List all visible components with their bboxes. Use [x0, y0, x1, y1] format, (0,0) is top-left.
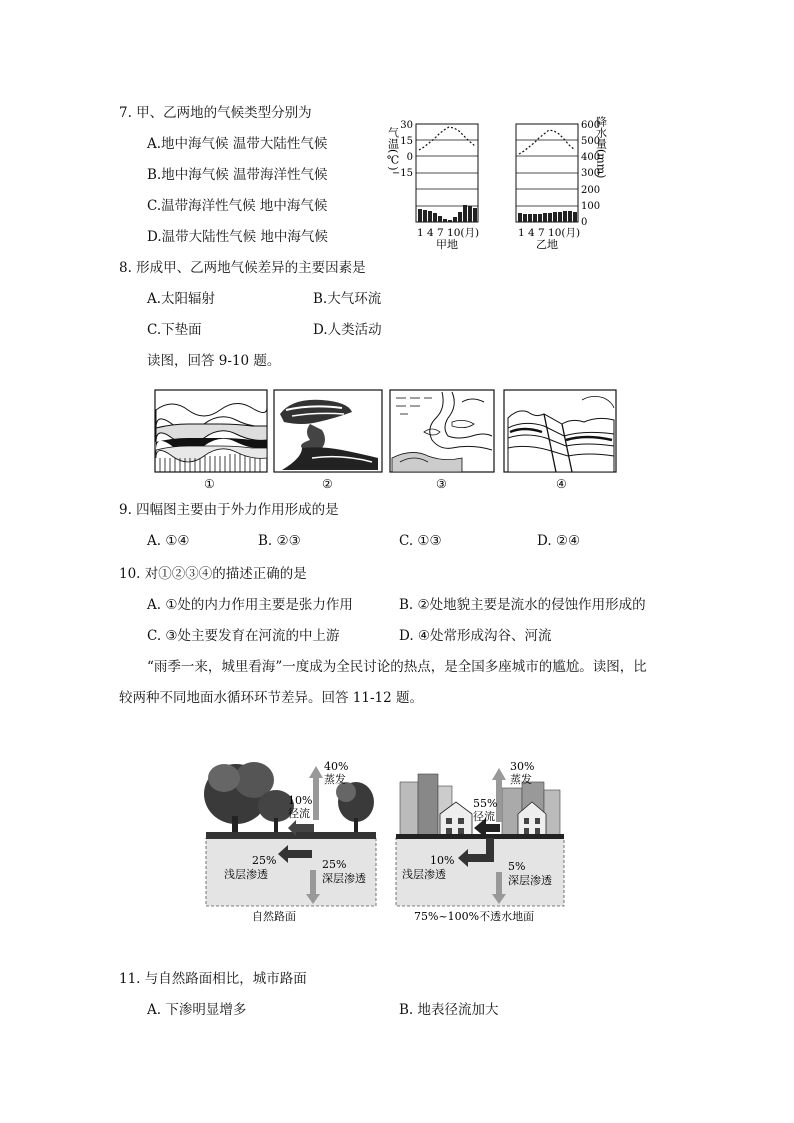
- left-evap-label: 蒸发: [324, 773, 346, 786]
- precip-tick: 500: [581, 136, 601, 147]
- q11-option-a[interactable]: A. 下渗明显增多: [147, 1002, 247, 1018]
- water-cycle-figure: [196, 752, 572, 928]
- temp-axis-label: 气温(℃): [386, 127, 400, 171]
- temp-tick: 30: [400, 120, 413, 131]
- landform-label-3: ③: [436, 477, 447, 491]
- precip-bars-yi: [518, 211, 577, 222]
- chart-yi: [516, 120, 600, 251]
- precip-tick: 0: [581, 217, 588, 228]
- temp-tick: −15: [391, 168, 413, 179]
- q9-option-b[interactable]: B. ②③: [258, 533, 301, 549]
- right-shallow-label: 浅层渗透: [402, 868, 446, 881]
- chart-jia: [392, 120, 479, 251]
- landform-label-1: ①: [204, 477, 215, 491]
- q10-option-b[interactable]: B. ②处地貌主要是流水的侵蚀作用形成的: [399, 597, 646, 613]
- chart-title-yi: 乙地: [536, 238, 558, 251]
- q9-option-a[interactable]: A. ①④: [147, 533, 190, 549]
- right-shallow-pct: 10%: [430, 854, 455, 867]
- landform-4-fault: [504, 390, 616, 491]
- month-labels-jia: 1 4 7 10(月): [417, 227, 480, 239]
- right-caption: 75%~100%不透水地面: [414, 910, 535, 923]
- q11-option-b[interactable]: B. 地表径流加大: [399, 1002, 499, 1018]
- q10-option-a[interactable]: A. ①处的内力作用主要是张力作用: [147, 597, 353, 613]
- intro-11-12-line1: “雨季一来，城里看海”一度成为全民讨论的热点，是全国多座城市的尴尬。读图，比: [147, 659, 647, 675]
- left-deep-label: 深层渗透: [322, 872, 366, 885]
- left-runoff-label: 径流: [288, 807, 310, 820]
- q10-option-d[interactable]: D. ④处常形成沟谷、河流: [399, 628, 552, 644]
- landform-figures: [152, 388, 632, 498]
- q7-option-a[interactable]: A.地中海气候 温带大陆性气候: [147, 136, 328, 152]
- right-runoff-label: 径流: [473, 810, 495, 823]
- left-shallow-pct: 25%: [252, 854, 277, 867]
- right-evap-label: 蒸发: [510, 773, 532, 786]
- temp-curve-yi: [519, 130, 575, 154]
- right-runoff-pct: 55%: [473, 797, 498, 810]
- landform-2-mushroom-rock: [274, 390, 382, 491]
- q10-stem: 10. 对①②③④的描述正确的是: [119, 566, 307, 582]
- climate-charts-figure: [382, 112, 612, 254]
- q9-stem: 9. 四幅图主要由于外力作用形成的是: [119, 502, 339, 518]
- chart-title-jia: 甲地: [436, 238, 458, 251]
- precip-tick: 200: [581, 185, 601, 196]
- intro-11-12-line2: 较两种不同地面水循环环节差异。回答 11-12 题。: [119, 690, 423, 706]
- read-instruction-9-10: 读图，回答 9-10 题。: [147, 353, 281, 369]
- q8-option-b[interactable]: B.大气环流: [313, 291, 382, 307]
- left-runoff-pct: 10%: [288, 794, 313, 807]
- left-deep-pct: 25%: [322, 858, 347, 871]
- precip-tick: 600: [581, 120, 601, 131]
- q9-option-d[interactable]: D. ②④: [537, 533, 581, 549]
- q8-option-d[interactable]: D.人类活动: [313, 322, 382, 338]
- landform-1-folds: [155, 390, 267, 491]
- precip-tick: 100: [581, 201, 601, 212]
- right-deep-label: 深层渗透: [508, 874, 552, 887]
- month-labels-yi: 1 4 7 10(月): [518, 227, 581, 239]
- panel-natural-surface: [204, 760, 376, 923]
- q10-option-c[interactable]: C. ③处主要发育在河流的中上游: [147, 628, 340, 644]
- panel-urban-surface: [396, 760, 564, 923]
- left-shallow-label: 浅层渗透: [224, 868, 268, 881]
- landform-3-delta: [390, 390, 494, 491]
- precip-axis-label: 降水量(mm): [594, 116, 608, 179]
- precip-tick: 400: [581, 152, 601, 163]
- q9-option-c[interactable]: C. ①③: [399, 533, 442, 549]
- q7-option-c[interactable]: C.温带海洋性气候 地中海气候: [147, 198, 328, 214]
- q8-stem: 8. 形成甲、乙两地气候差异的主要因素是: [119, 260, 366, 276]
- right-evap-pct: 30%: [510, 760, 535, 773]
- landform-label-4: ④: [556, 477, 567, 491]
- q8-option-a[interactable]: A.太阳辐射: [147, 291, 216, 307]
- temp-curve-jia: [419, 127, 475, 150]
- q7-option-d[interactable]: D.温带大陆性气候 地中海气候: [147, 229, 328, 245]
- right-deep-pct: 5%: [508, 860, 526, 873]
- landform-label-2: ②: [322, 477, 333, 491]
- q8-option-c[interactable]: C.下垫面: [147, 322, 202, 338]
- q11-stem: 11. 与自然路面相比，城市路面: [119, 971, 307, 987]
- precip-bars-jia: [418, 205, 477, 222]
- temp-tick: 15: [400, 136, 413, 147]
- q7-stem: 7. 甲、乙两地的气候类型分别为: [119, 105, 312, 121]
- left-caption: 自然路面: [252, 910, 296, 923]
- temp-tick: 0: [406, 152, 413, 163]
- q7-option-b[interactable]: B.地中海气候 温带海洋性气候: [147, 167, 328, 183]
- tree-icon: [336, 782, 374, 838]
- left-evap-pct: 40%: [324, 760, 349, 773]
- precip-tick: 300: [581, 168, 601, 179]
